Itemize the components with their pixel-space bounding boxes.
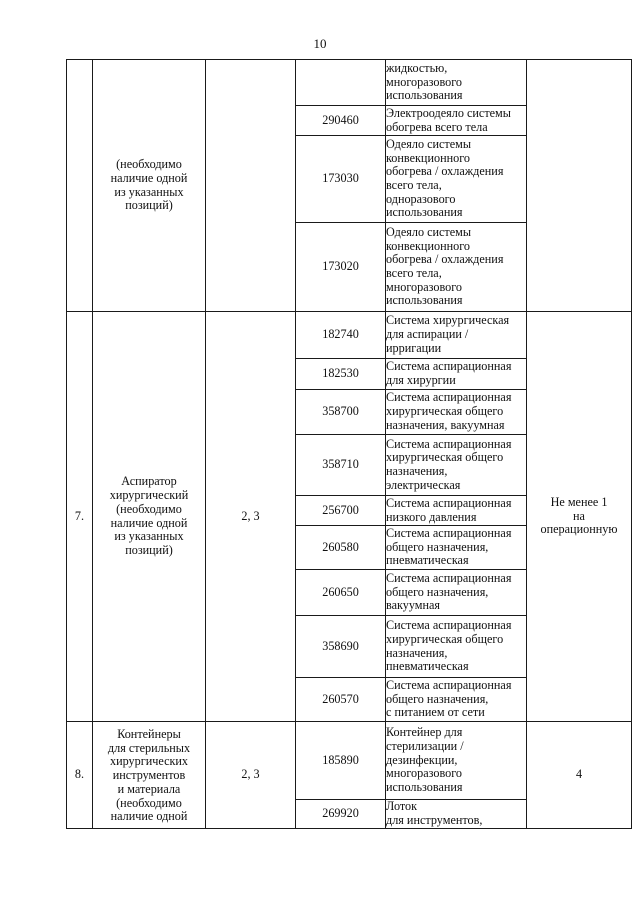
code-cell: 358690 bbox=[296, 616, 386, 678]
description-cell: жидкостью, многоразового использования bbox=[386, 60, 527, 106]
quantity-cell: 4 bbox=[527, 722, 632, 829]
code-cell: 173020 bbox=[296, 223, 386, 312]
quantity-cell bbox=[527, 60, 632, 312]
description-cell: Одеяло системы конвекционного обогрева / охлаждения всего тела, многоразового использования bbox=[386, 223, 527, 312]
description-cell: Система аспирационная хирургическая общего назначения, пневматическая bbox=[386, 616, 527, 678]
requirement-cell: 2, 3 bbox=[206, 312, 296, 722]
quantity-cell: Не менее 1 на операционную bbox=[527, 312, 632, 722]
description-cell: Система аспирационная общего назначения, с питанием от сети bbox=[386, 678, 527, 722]
description-cell: Лоток для инструментов, bbox=[386, 800, 527, 829]
code-cell: 182530 bbox=[296, 359, 386, 390]
code-cell bbox=[296, 60, 386, 106]
description-cell: Система аспирационная для хирургии bbox=[386, 359, 527, 390]
requirement-cell bbox=[206, 60, 296, 312]
description-cell: Система аспирационная общего назначения, пневматическая bbox=[386, 526, 527, 570]
description-cell: Система аспирационная хирургическая общего назначения, вакуумная bbox=[386, 390, 527, 435]
description-cell: Система аспирационная общего назначения, вакуумная bbox=[386, 570, 527, 616]
code-cell: 358700 bbox=[296, 390, 386, 435]
code-cell: 173030 bbox=[296, 136, 386, 223]
item-name-cell: Контейнеры для стерильных хирургических инструментов и материала (необходимо наличие одной bbox=[93, 722, 206, 829]
code-cell: 260650 bbox=[296, 570, 386, 616]
table-row bbox=[67, 312, 632, 359]
item-number-cell bbox=[67, 60, 93, 312]
requirement-cell: 2, 3 bbox=[206, 722, 296, 829]
table-row bbox=[67, 60, 632, 106]
item-name-cell: (необходимо наличие одной из указанных позиций) bbox=[93, 60, 206, 312]
description-cell: Одеяло системы конвекционного обогрева / охлаждения всего тела, одноразового использования bbox=[386, 136, 527, 223]
description-cell: Электроодеяло системы обогрева всего тела bbox=[386, 106, 527, 136]
page-number: 10 bbox=[313, 36, 327, 51]
description-cell: Контейнер для стерилизации / дезинфекции, многоразового использования bbox=[386, 722, 527, 800]
code-cell: 358710 bbox=[296, 435, 386, 496]
item-number-cell: 8. bbox=[67, 722, 93, 829]
code-cell: 185890 bbox=[296, 722, 386, 800]
code-cell: 290460 bbox=[296, 106, 386, 136]
item-name-cell: Аспиратор хирургический (необходимо наличие одной из указанных позиций) bbox=[93, 312, 206, 722]
code-cell: 256700 bbox=[296, 496, 386, 526]
description-cell: Система хирургическая для аспирации / ирригации bbox=[386, 312, 527, 359]
code-cell: 182740 bbox=[296, 312, 386, 359]
table-row bbox=[67, 722, 632, 800]
equipment-table bbox=[66, 59, 632, 829]
description-cell: Система аспирационная хирургическая общего назначения, электрическая bbox=[386, 435, 527, 496]
code-cell: 260570 bbox=[296, 678, 386, 722]
item-number-cell: 7. bbox=[67, 312, 93, 722]
code-cell: 260580 bbox=[296, 526, 386, 570]
code-cell: 269920 bbox=[296, 800, 386, 829]
description-cell: Система аспирационная низкого давления bbox=[386, 496, 527, 526]
